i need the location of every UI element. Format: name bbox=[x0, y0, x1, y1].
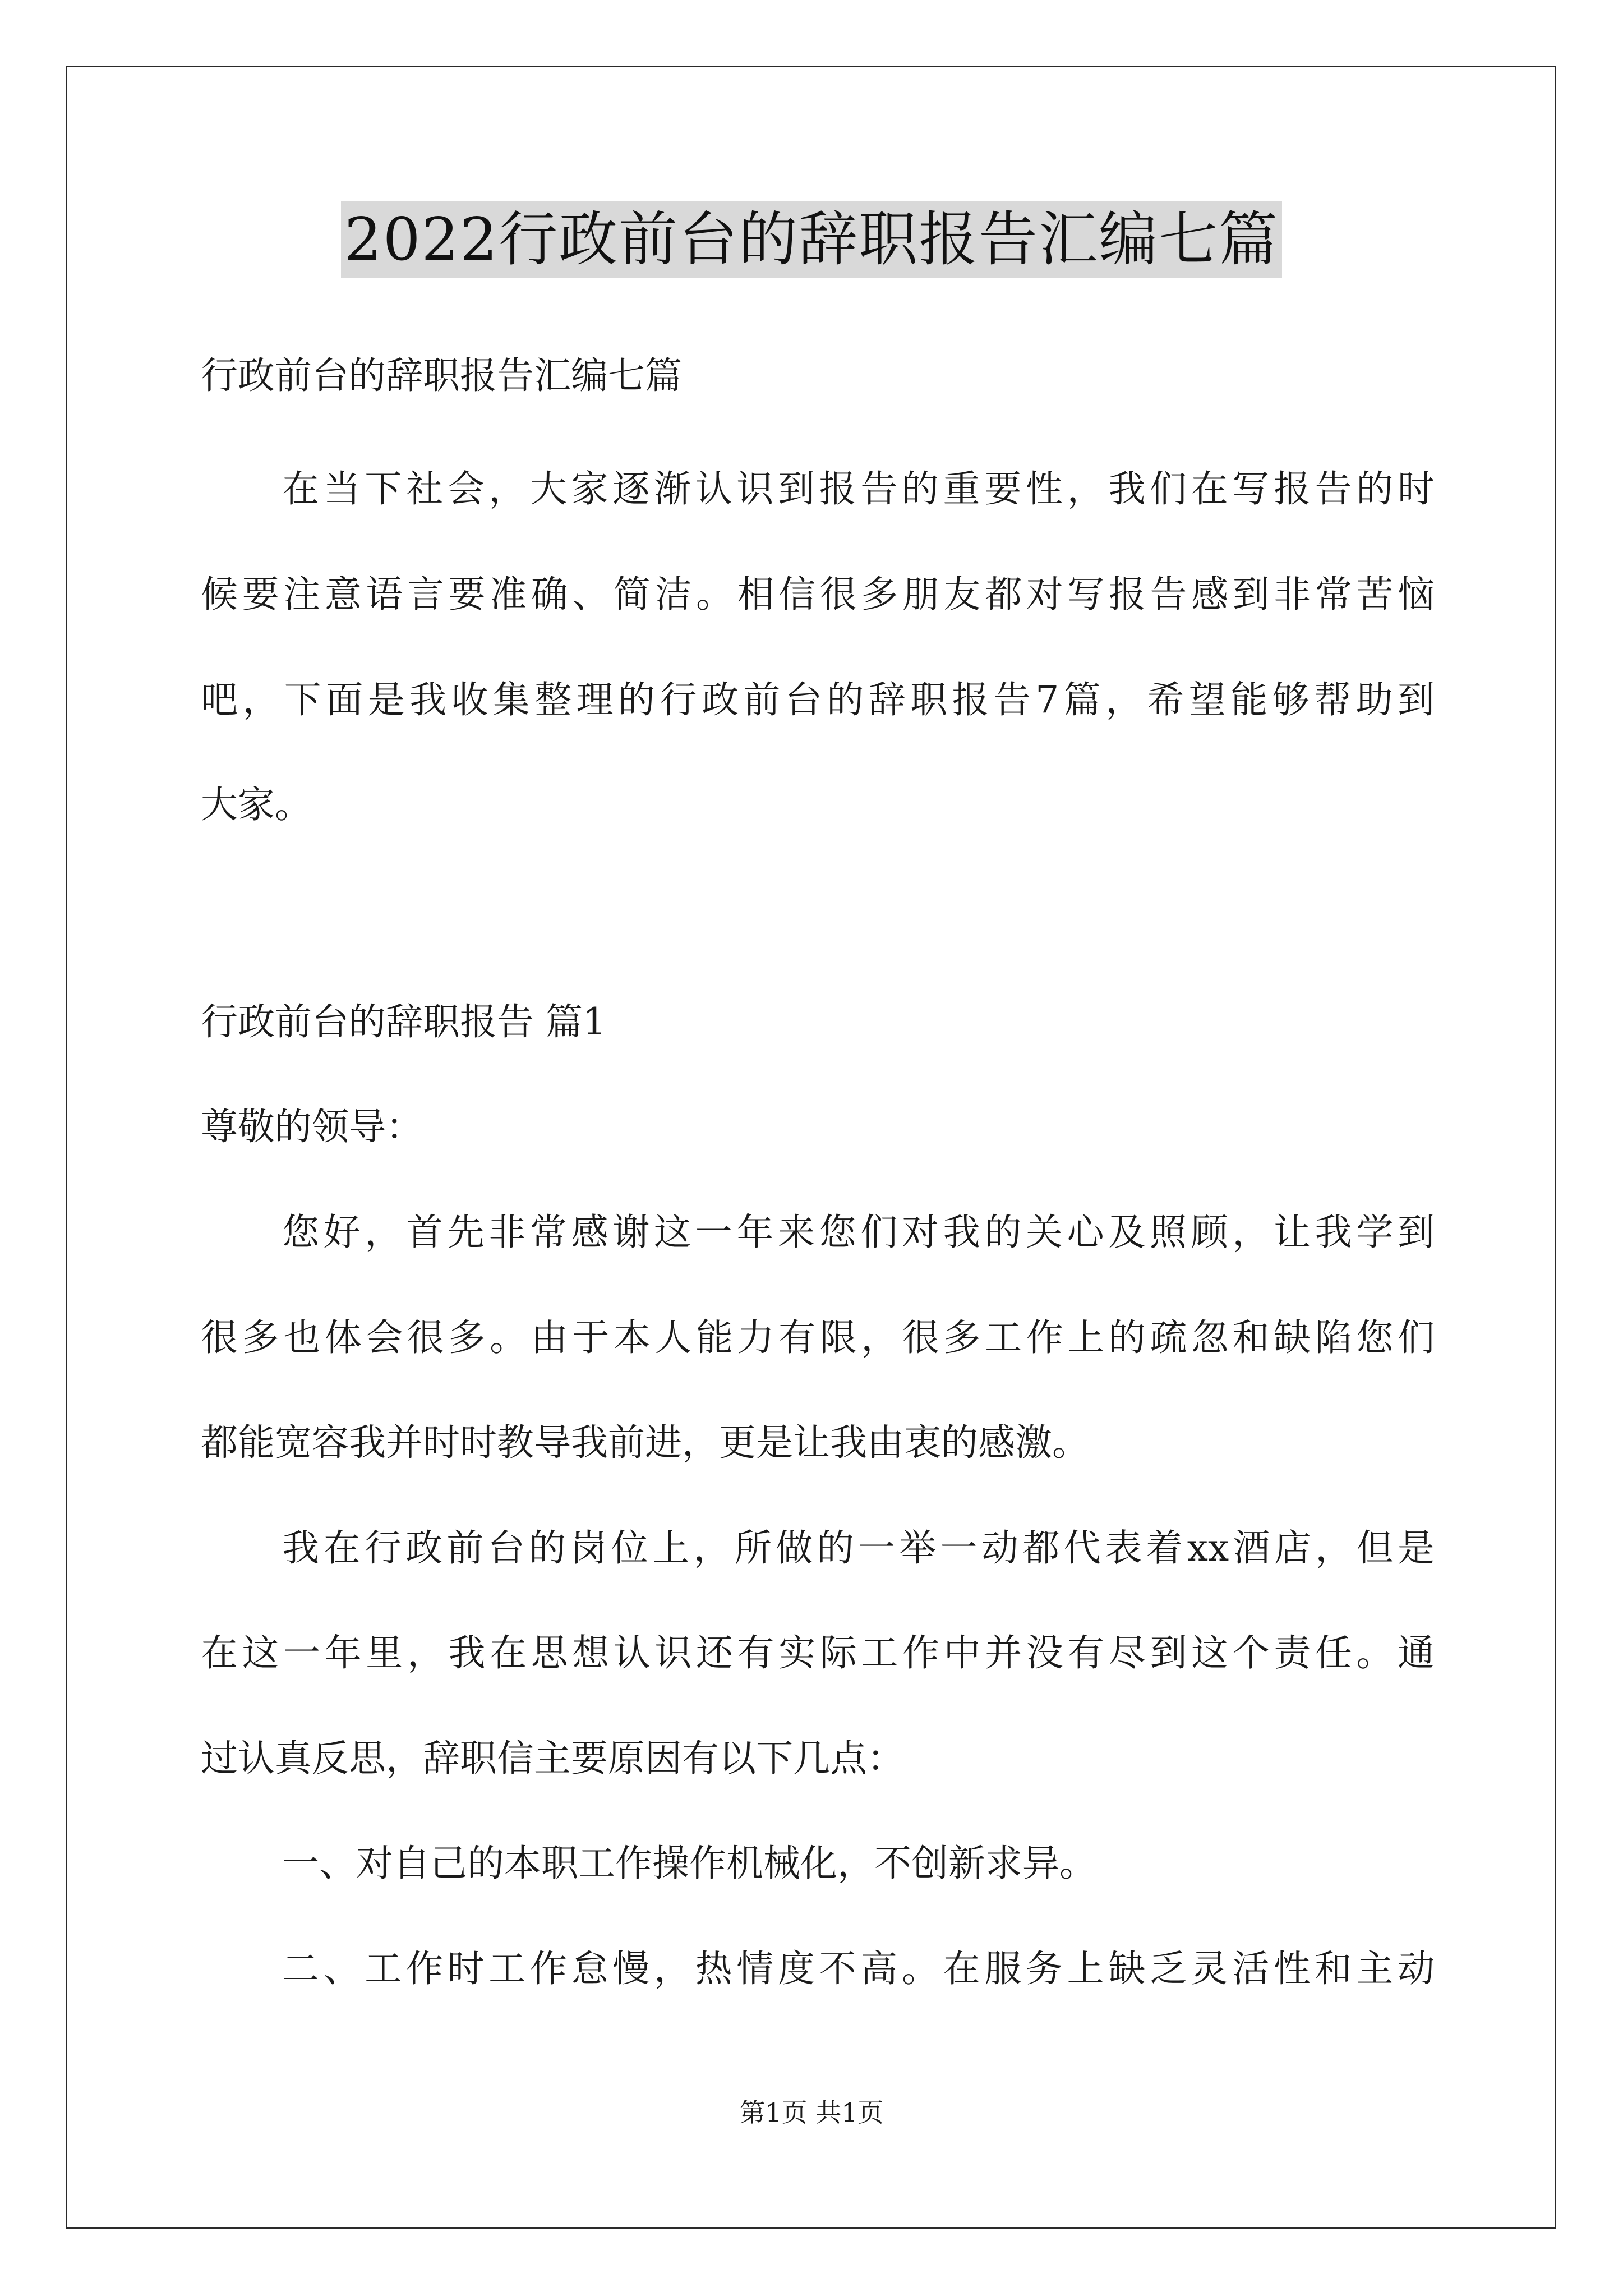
document-title: 2022行政前台的辞职报告汇编七篇 bbox=[341, 201, 1282, 278]
subtitle-line: 行政前台的辞职报告汇编七篇 bbox=[201, 354, 682, 397]
page-number: 第1页 共1页 bbox=[739, 2097, 884, 2128]
body-line-8: 二、工作时工作怠慢，热情度不高。在服务上缺乏灵活性和主动 bbox=[282, 1947, 1435, 1990]
intro-line-3: 吧，下面是我收集整理的行政前台的辞职报告7篇，希望能够帮助到 bbox=[201, 678, 1435, 721]
body-line-1: 您好，首先非常感谢这一年来您们对我的关心及照顾，让我学到 bbox=[282, 1211, 1435, 1254]
intro-line-4: 大家。 bbox=[201, 783, 312, 826]
salutation: 尊敬的领导： bbox=[201, 1105, 423, 1148]
intro-line-1: 在当下社会，大家逐渐认识到报告的重要性，我们在写报告的时 bbox=[282, 467, 1435, 510]
section-heading: 行政前台的辞职报告 篇1 bbox=[201, 1000, 606, 1043]
intro-line-2: 候要注意语言要准确、简洁。相信很多朋友都对写报告感到非常苦恼 bbox=[201, 573, 1435, 616]
body-line-3: 都能宽容我并时时教导我前进，更是让我由衷的感激。 bbox=[201, 1421, 1089, 1464]
body-line-6: 过认真反思，辞职信主要原因有以下几点： bbox=[201, 1737, 904, 1780]
body-line-5: 在这一年里，我在思想认识还有实际工作中并没有尽到这个责任。通 bbox=[201, 1631, 1435, 1674]
body-line-7: 一、对自己的本职工作操作机械化，不创新求异。 bbox=[282, 1842, 1096, 1885]
title-container bbox=[0, 201, 1623, 278]
body-line-4: 我在行政前台的岗位上，所做的一举一动都代表着xx酒店，但是 bbox=[282, 1526, 1435, 1570]
body-line-2: 很多也体会很多。由于本人能力有限，很多工作上的疏忽和缺陷您们 bbox=[201, 1316, 1435, 1359]
